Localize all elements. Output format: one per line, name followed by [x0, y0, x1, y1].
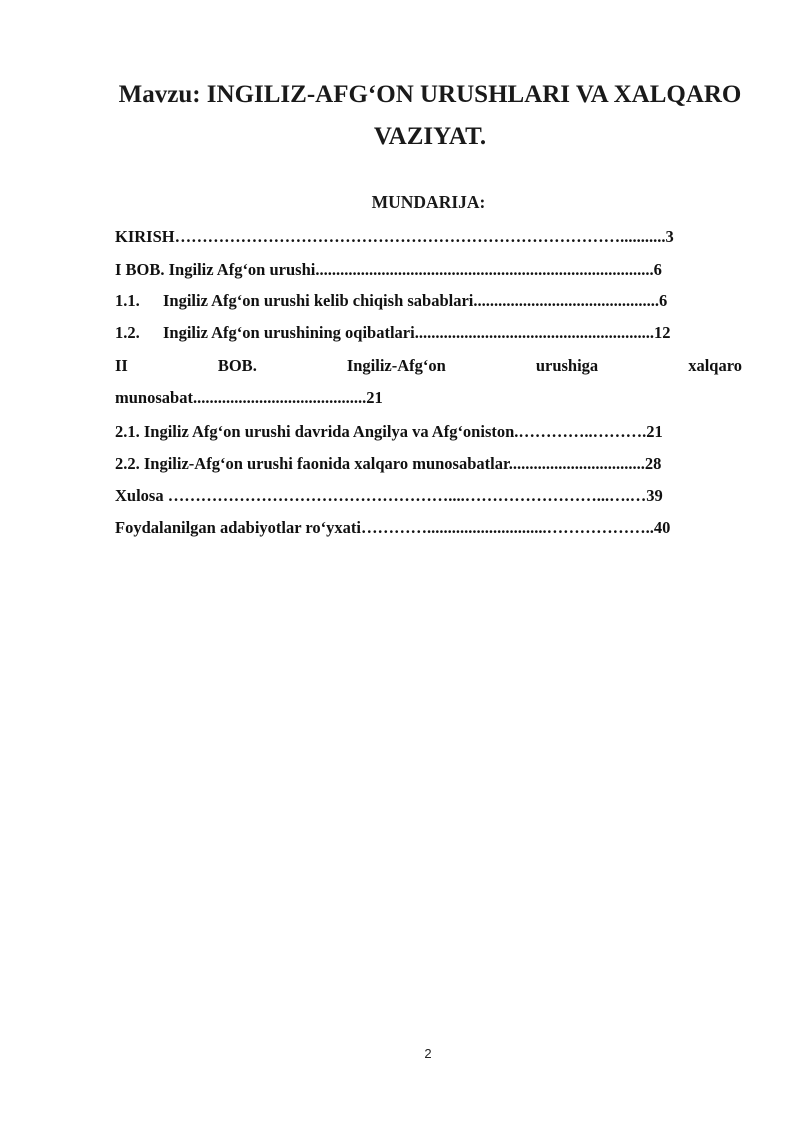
toc-entry-bob-2-word: urushiga — [535, 356, 599, 375]
toc-entry-1-2-text: Ingiliz Afg‘on urushining oqibatlari..........................................................12 — [163, 323, 671, 342]
toc-entry-adabiyotlar: Foydalanilgan adabiyotlar ro‘yxati………….............................………………..40 — [115, 518, 671, 537]
page-number: 2 — [424, 1046, 432, 1061]
title-line-2: VAZIYAT. — [373, 123, 487, 150]
toc-entry-1-2 — [115, 322, 742, 344]
toc-entry-2-1: 2.1. Ingiliz Afg‘on urushi davrida Angilya va Afg‘oniston.…………..……….21 — [115, 422, 663, 441]
toc-heading: MUNDARIJA: — [371, 192, 486, 212]
toc-entry-bob-2-line-1 — [115, 355, 742, 377]
document-title — [80, 74, 780, 158]
toc-entry-1-1 — [115, 290, 742, 312]
toc-entry-bob-2-word: BOB. — [217, 356, 257, 375]
toc-entry-1-1-text: Ingiliz Afg‘on urushi kelib chiqish sabablari.............................................6 — [163, 291, 668, 310]
toc-entry-1-1-number: 1.1. — [115, 291, 140, 310]
toc-entry-bob-2-line-2: munosabat..........................................21 — [115, 388, 383, 407]
toc-entry-bob-2-word: Ingiliz-Afg‘on — [346, 356, 446, 375]
toc-entry-xulosa: Xulosa ……………………………………………....……………………...….…39 — [115, 486, 663, 505]
toc-entry-bob-2-word: II — [115, 356, 128, 375]
toc-entry-2-2: 2.2. Ingiliz-Afg‘on urushi faonida xalqaro munosabatlar.................................28 — [115, 454, 662, 473]
toc-entry-1-2-number: 1.2. — [115, 323, 140, 342]
title-line-1: Mavzu: INGILIZ-AFG‘ON URUSHLARI VA XALQARO — [118, 81, 742, 108]
toc-entry-bob-1: I BOB. Ingiliz Afg‘on urushi..................................................................................6 — [115, 260, 662, 279]
toc-entry-kirish: KIRISH………………………………………………………………………...........3 — [115, 227, 674, 246]
toc-entry-bob-2-word: xalqaro — [688, 356, 742, 375]
